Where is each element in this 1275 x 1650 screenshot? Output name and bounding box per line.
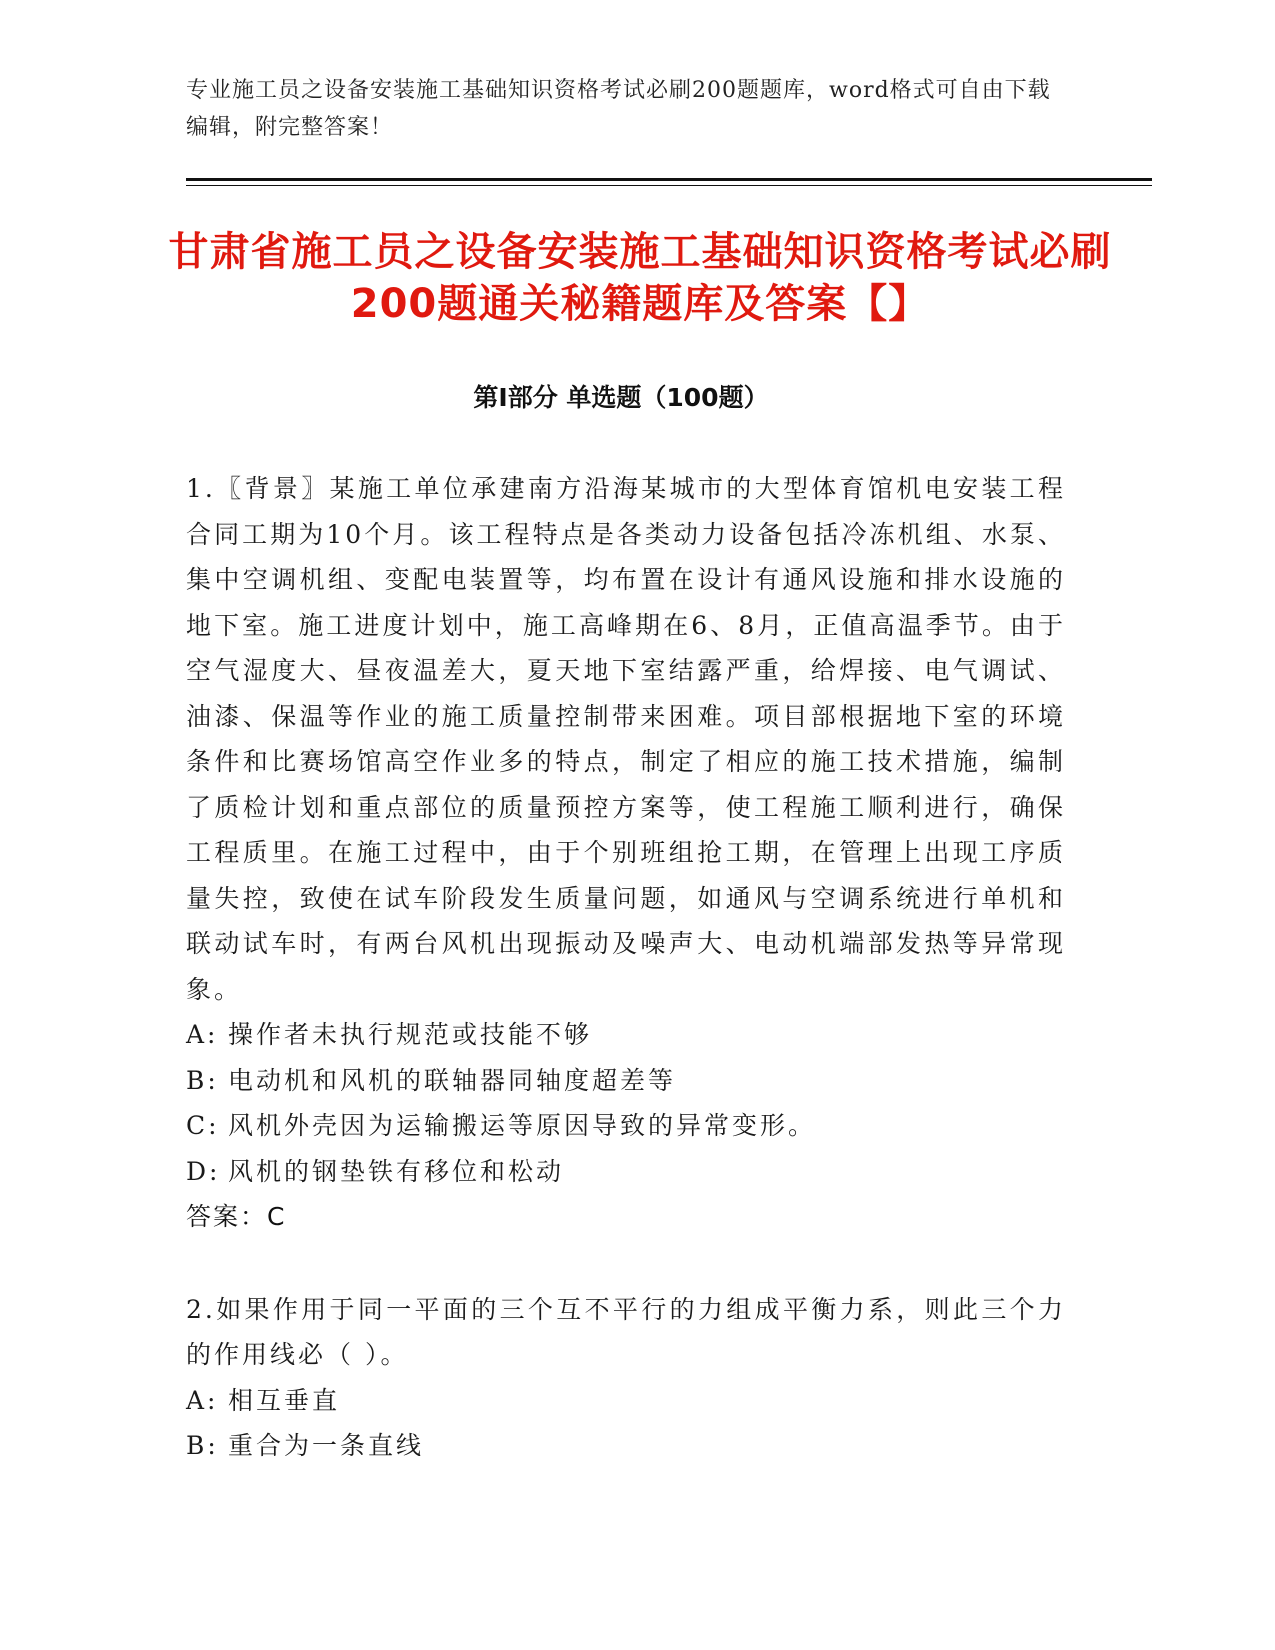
option-text: 操作者未执行规范或技能不够 <box>228 1020 593 1049</box>
question-1 <box>186 466 1066 1240</box>
option-b <box>186 1058 1066 1104</box>
option-key: C: <box>186 1111 220 1140</box>
option-text: 风机外壳因为运输搬运等原因导致的异常变形。 <box>228 1111 817 1140</box>
option-key: B: <box>186 1431 219 1460</box>
answer-label: 答案：C <box>186 1202 287 1231</box>
option-text: 电动机和风机的联轴器同轴度超差等 <box>228 1065 677 1095</box>
option-key: A: <box>186 1385 219 1415</box>
option-text: 相互垂直 <box>228 1385 341 1415</box>
option-key: B: <box>186 1065 219 1095</box>
question-text: 1.〖背景〗某施工单位承建南方沿海某城市的大型体育馆机电安装工程合同工期为10个月。该工程特点是各类动力设备包括冷冻机组、水泵、集中空调机组、变配电装置等，均布置在设计有通风设施和排水设施的地下室。施工进度计划中，施工高峰期在6、8月，正值高温季节。由于空气湿度大、昼夜温差大，夏天地下室结露严重，给焊接、电气调试、油漆、保温等作业的施工质量控制带来困难。项目部根据地下室的环境条件和比赛场馆高空作业多的特点，制定了相应的施工技术措施，编制了质检计划和重点部位的质量预控方案等，使工程施工顺利进行，确保工程质里。在施工过程中，由于个别班组抢工期，在管理上出现工序质量失控，致使在试车阶段发生质量问题，如通风与空调系统进行单机和联动试车时，有两台风机出现振动及噪声大、电动机端部发热等异常现象。 <box>186 474 1066 1004</box>
option-b <box>186 1423 1066 1469</box>
option-text: 风机的钢垫铁有移位和松动 <box>228 1156 565 1186</box>
option-a <box>186 1378 1066 1424</box>
header-divider-thick <box>186 178 1152 181</box>
question-text: 2.如果作用于同一平面的三个互不平行的力组成平衡力系，则此三个力的作用线必（ ）。 <box>186 1294 1066 1369</box>
option-key: A: <box>186 1020 219 1049</box>
question-list <box>186 466 1066 1469</box>
option-a <box>186 1012 1066 1058</box>
header-note: 专业施工员之设备安装施工基础知识资格考试必刷200题题库，word格式可自由下载编辑，附完整答案！ <box>186 78 1051 140</box>
question-spacer <box>186 1240 1066 1287</box>
option-key: D: <box>186 1156 221 1186</box>
option-c <box>186 1103 1066 1149</box>
header-divider-thin <box>186 185 1152 186</box>
option-text: 重合为一条直线 <box>228 1431 425 1460</box>
option-d <box>186 1149 1066 1195</box>
section-heading: 第I部分 单选题（100题） <box>473 383 769 412</box>
question-2 <box>186 1287 1066 1469</box>
document-title: 甘肃省施工员之设备安装施工基础知识资格考试必刷200题通关秘籍题库及答案【】 <box>168 229 1112 327</box>
